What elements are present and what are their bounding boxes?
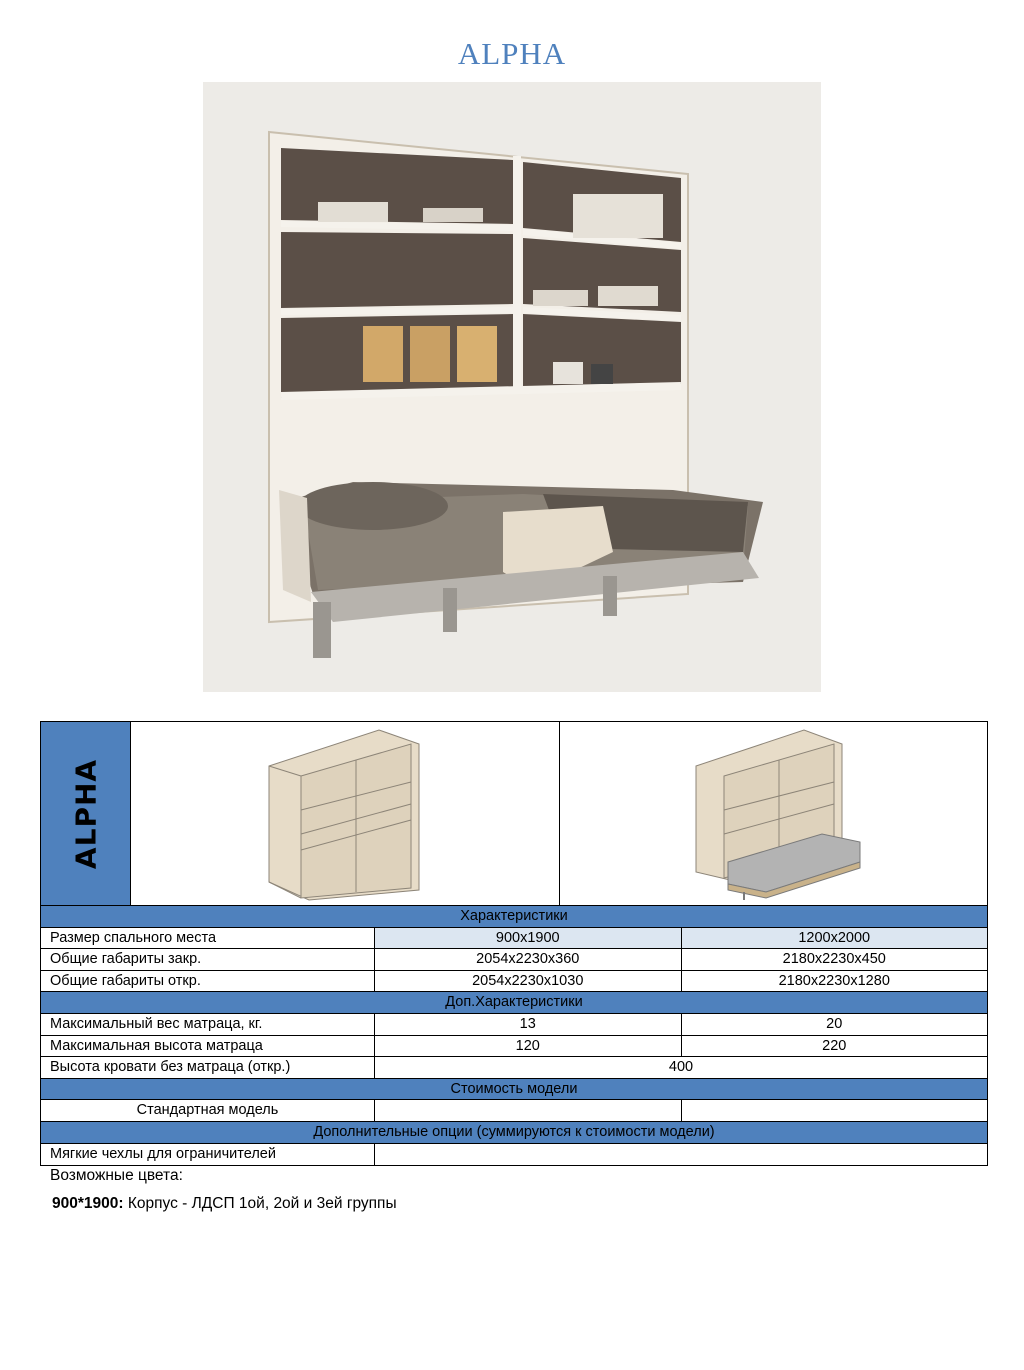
section-characteristics: Характеристики: [41, 906, 987, 928]
value-1200: 2180х2230х1280: [681, 971, 988, 992]
table-row: [41, 928, 987, 950]
colors-text: Корпус - ЛДСП 1ой, 2ой и 3ей группы: [123, 1195, 397, 1212]
table-row: [41, 1100, 987, 1122]
table-row: [41, 1057, 987, 1079]
bed-shelf-photo: [203, 82, 821, 692]
colors-line: [52, 1195, 397, 1213]
row-label-open-dims: Общие габариты откр.: [41, 971, 375, 992]
section-extra-characteristics: Доп.Характеристики: [41, 992, 987, 1014]
section-model-price: Стоимость модели: [41, 1079, 987, 1101]
row-label-closed-dims: Общие габариты закр.: [41, 949, 375, 970]
value-merged: [375, 1144, 987, 1166]
table-row: [41, 1144, 987, 1166]
row-label-soft-covers: Мягкие чехлы для ограничителей: [41, 1144, 375, 1166]
row-label-max-height: Максимальная высота матраца: [41, 1036, 375, 1057]
value-900: 900х1900: [375, 928, 681, 949]
value-900: 120: [515, 1037, 540, 1054]
value-1200: 220: [681, 1036, 988, 1057]
value-merged: 400: [668, 1059, 694, 1076]
colors-heading: Возможные цвета:: [50, 1167, 183, 1184]
row-label-standard-model: Стандартная модель: [41, 1100, 375, 1121]
value-900: [375, 1100, 681, 1121]
row-label-sleep-size: Размер спального места: [41, 928, 375, 949]
spec-hero-row: [41, 722, 987, 906]
model-label-cell: [41, 722, 131, 905]
row-label-max-weight: Максимальный вес матраца, кг.: [41, 1014, 375, 1035]
value-900: 2054х2230х1030: [472, 972, 584, 989]
value-1200: 20: [681, 1014, 988, 1035]
table-row: [41, 949, 987, 971]
open-cabinet-drawing: [559, 722, 988, 905]
closed-cabinet-drawing: [131, 722, 559, 905]
colors-size: 900*1900:: [52, 1195, 124, 1212]
value-1200: 2180х2230х450: [681, 949, 988, 970]
row-label-bed-height: Высота кровати без матраца (откр.): [41, 1057, 375, 1078]
table-row: [41, 971, 987, 993]
section-options: Дополнительные опции (суммируются к стоимости модели): [41, 1122, 987, 1144]
model-label: ALPHA: [69, 758, 102, 869]
value-900: 2054х2230х360: [476, 951, 580, 968]
value-1200: 1200х2000: [681, 928, 988, 949]
table-row: [41, 1014, 987, 1036]
spec-table: [40, 721, 988, 1166]
table-row: [41, 1036, 987, 1058]
page-title: ALPHA: [457, 36, 567, 71]
value-900: 13: [519, 1015, 536, 1032]
value-1200: [681, 1100, 988, 1121]
